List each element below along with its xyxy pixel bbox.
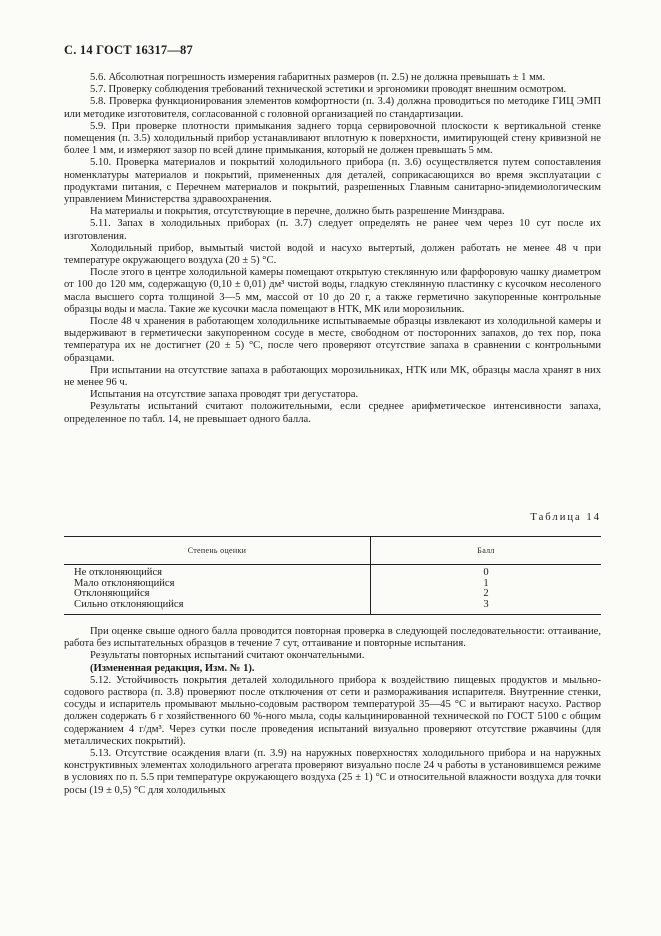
- grade-cell: Мало отклоняющийся: [64, 579, 371, 590]
- paragraph-5-6: 5.6. Абсолютная погрешность измерения габаритных размеров (п. 2.5) не должна превышать ± 1 мм.: [90, 72, 546, 83]
- grade-cell: Не отклоняющийся: [64, 565, 371, 579]
- paragraph-5-11-f: Результаты испытаний считают положительными, если среднее арифметическое интенсивности запаха, определенное по табл. 14, не превышает одного балла.: [64, 401, 601, 425]
- amendment-note: (Измененная редакция, Изм. № 1).: [90, 662, 255, 674]
- body-text-bottom: [64, 626, 601, 797]
- paragraph-5-10: 5.10. Проверка материалов и покрытий холодильного прибора (п. 3.6) осуществляется путем сопоставления номенклатуры материалов и покрытий, примененных для деталей, соприкасающихся во время эксплуатации с продуктами питания, с Перечнем материалов и покрытий, разрешенных Главным санитарно-эпидемиологическим управлением Министерства здравоохранения.: [64, 157, 601, 206]
- table-caption: Таблица 14: [530, 512, 601, 523]
- table-14: [64, 536, 601, 615]
- grade-cell: Сильно отклоняющийся: [64, 600, 371, 615]
- score-cell: 1: [483, 577, 489, 589]
- paragraph-5-11-b: После этого в центре холодильной камеры помещают открытую стеклянную или фарфоровую чашку диаметром от 100 до 120 мм, содержащую (0,10 ± 0,01) дм³ чистой воды, гладкую стеклянную пластинку с кусочком несоленого масла высшего сорта толщиной 3—5 мм, массой от 10 до 20 г, а также герметично закупоренные контрольные образцы воды и масла. Такие же кусочки масла помещают в НТК, МК или морозильник.: [64, 267, 601, 315]
- paragraph-5-13: 5.13. Отсутствие осаждения влаги (п. 3.9) на наружных поверхностях холодильного прибора и на наружных конструктивных элементах холодильного агрегата проверяют визуально после 24 ч работы в установившемся режиме в условиях по п. 5.5 при температуре окружающего воздуха (25 ± 1) °С и относительной влажности воздуха для точки росы (19 ± 0,5) °С для холодильных: [64, 748, 601, 796]
- paragraph-5-12: 5.12. Устойчивость покрытия деталей холодильного прибора к воздействию пищевых продуктов и мыльно-содового раствора (п. 3.8) проверяют после отключения от сети и размораживания испарителя. Внутренние стенки, сосуды и испаритель промывают мыльно-содовым раствором температурой 35—45 °С и вытирают насухо. Раствор должен содержать 6 г хозяйственного 60 %-ного мыла, соды кальцинированной технической по ГОСТ 5100 с общим содержанием 4 г/дм³. Через сутки после проведения испытаний визуально проверяют отсутствие ржавчины (для металлических покрытий).: [64, 674, 601, 747]
- body-text-top: [64, 72, 601, 426]
- score-cell: 3: [371, 600, 602, 615]
- column-header-grade: Степень оценки: [64, 537, 371, 565]
- grade-cell: Отклоняющийся: [64, 589, 371, 600]
- paragraph-5-11-a: Холодильный прибор, вымытый чистой водой и насухо вытертый, должен работать не менее 48 ч при температуре окружающего воздуха (20 ± 5) °С.: [64, 242, 601, 267]
- table-row: [64, 565, 601, 579]
- paragraph-5-8: 5.8. Проверка функционирования элементов комфортности (п. 3.4) должна проводиться по методике ГИЦ ЭМП или методике изготовителя, согласованной с головной организацией по стандартизации.: [64, 96, 601, 120]
- score-cell: 2: [483, 588, 489, 600]
- paragraph-5-11-e: Испытания на отсутствие запаха проводят три дегустатора.: [90, 389, 359, 401]
- score-cell: 0: [483, 567, 489, 578]
- column-header-score: Балл: [371, 537, 602, 565]
- paragraph-5-10-note: На материалы и покрытия, отсутствующие в перечне, должно быть разрешение Минздрава.: [90, 206, 505, 218]
- paragraph-5-9: 5.9. При проверке плотности примыкания заднего торца сервировочной плоскости к вертикальной стенке помещения (п. 3.5) холодильный прибор устанавливают вплотную к поверхности, имитирующей стену кривизной не более 1 мм, и измеряют зазор по всей длине примыкания, который не должен превышать 5 мм.: [64, 120, 601, 157]
- paragraph-5-7: 5.7. Проверку соблюдения требований технической эстетики и эргономики проводят внешним осмотром.: [90, 84, 567, 96]
- paragraph-5-11-d: При испытании на отсутствие запаха в работающих морозильниках, НТК или МК, образцы масла хранят в них не менее 96 ч.: [64, 364, 601, 389]
- paragraph-retest-final: Результаты повторных испытаний считают окончательными.: [90, 650, 365, 662]
- table-row: [64, 600, 601, 615]
- paragraph-5-11: 5.11. Запах в холодильных приборах (п. 3.7) следует определять не ранее чем через 10 сут после их изготовления.: [64, 218, 601, 242]
- paragraph-5-11-c: После 48 ч хранения в работающем холодильнике испытываемые образцы извлекают из холодильной камеры и выдерживают в герметически закупоренном сосуде в месте, свободном от посторонних запахов, до тех пор, пока температура их не достигнет (20 ± 5) °С, после чего проверяют отсутствие запаха в сравнении с контрольными образцами.: [64, 316, 601, 364]
- page-header: С. 14 ГОСТ 16317—87: [64, 43, 193, 57]
- paragraph-retest: При оценке свыше одного балла проводится повторная проверка в следующей последовательности: оттаивание, работа без испытательных образцов в течение 7 сут, оттаивание и повторные испытания.: [64, 626, 601, 650]
